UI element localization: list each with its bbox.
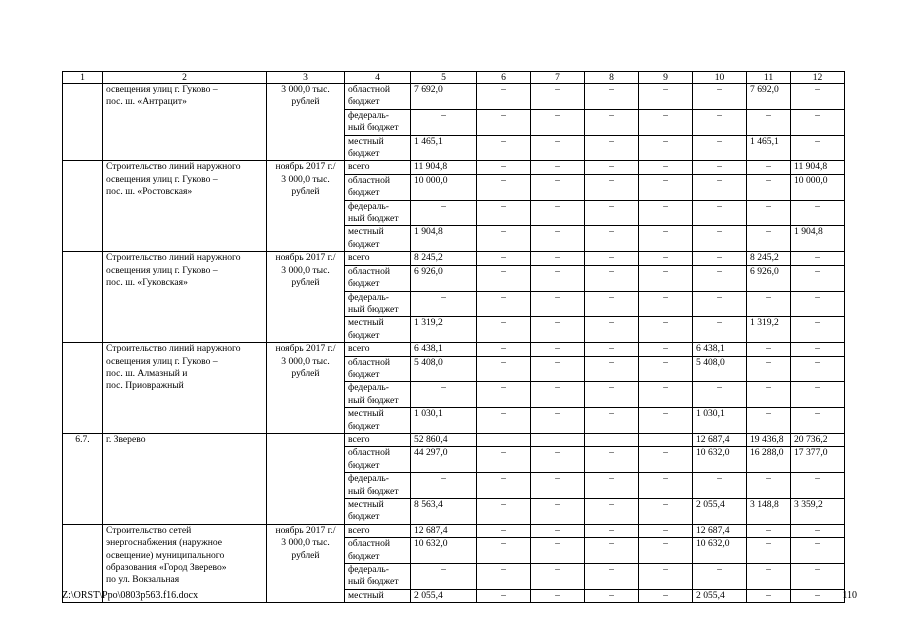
amount-cell: – bbox=[477, 252, 531, 265]
table-row bbox=[63, 84, 845, 110]
amount-cell: – bbox=[477, 161, 531, 174]
amount-cell: 8 245,2 bbox=[411, 252, 477, 265]
amount-cell: – bbox=[585, 564, 639, 590]
amount-cell: – bbox=[531, 265, 585, 291]
amount-cell: 1 904,8 bbox=[411, 226, 477, 252]
item-number-cell bbox=[63, 343, 103, 434]
table-row bbox=[63, 161, 845, 174]
amount-cell: – bbox=[639, 317, 693, 343]
amount-cell: – bbox=[747, 524, 791, 537]
item-number-cell: 6.7. bbox=[63, 433, 103, 524]
funding-source-cell: федераль- ный бюджет bbox=[345, 473, 411, 499]
amount-cell: – bbox=[477, 356, 531, 382]
amount-cell: – bbox=[791, 564, 845, 590]
funding-source-cell: всего bbox=[345, 252, 411, 265]
budget-table bbox=[62, 71, 845, 603]
amount-cell: 3 148,8 bbox=[747, 499, 791, 525]
amount-cell: – bbox=[747, 161, 791, 174]
amount-cell: – bbox=[639, 356, 693, 382]
amount-cell: – bbox=[639, 84, 693, 110]
amount-cell: – bbox=[791, 473, 845, 499]
funding-source-cell: областной бюджет bbox=[345, 174, 411, 200]
deadline-capacity-cell bbox=[267, 433, 345, 524]
header-cell: 8 bbox=[585, 72, 639, 84]
amount-cell: – bbox=[531, 252, 585, 265]
amount-cell: – bbox=[585, 161, 639, 174]
header-cell: 4 bbox=[345, 72, 411, 84]
amount-cell: – bbox=[693, 564, 747, 590]
amount-cell: 7 692,0 bbox=[747, 84, 791, 110]
amount-cell: 10 000,0 bbox=[411, 174, 477, 200]
amount-cell: 1 319,2 bbox=[411, 317, 477, 343]
amount-cell: – bbox=[531, 291, 585, 317]
amount-cell: 1 904,8 bbox=[791, 226, 845, 252]
amount-cell: 12 687,4 bbox=[693, 433, 747, 446]
amount-cell: – bbox=[639, 174, 693, 200]
item-name-cell: Строительство линий наружного освещения улиц г. Гуково – пос. ш. Алмазный и пос. Приовражный bbox=[103, 343, 267, 434]
amount-cell: – bbox=[477, 524, 531, 537]
deadline-capacity-cell: ноябрь 2017 г./ 3 000,0 тыс. рублей bbox=[267, 524, 345, 602]
amount-cell: – bbox=[585, 200, 639, 226]
amount-cell: – bbox=[531, 356, 585, 382]
header-cell: 11 bbox=[747, 72, 791, 84]
amount-cell: – bbox=[585, 265, 639, 291]
amount-cell: – bbox=[791, 317, 845, 343]
amount-cell: – bbox=[585, 84, 639, 110]
amount-cell: – bbox=[477, 291, 531, 317]
amount-cell: 6 926,0 bbox=[411, 265, 477, 291]
amount-cell: – bbox=[791, 343, 845, 356]
amount-cell: – bbox=[639, 473, 693, 499]
amount-cell: – bbox=[791, 524, 845, 537]
amount-cell: 1 465,1 bbox=[411, 135, 477, 161]
amount-cell: – bbox=[585, 174, 639, 200]
amount-cell: – bbox=[531, 382, 585, 408]
funding-source-cell: местный бюджет bbox=[345, 317, 411, 343]
header-cell: 1 bbox=[63, 72, 103, 84]
amount-cell: – bbox=[477, 226, 531, 252]
amount-cell: – bbox=[693, 265, 747, 291]
amount-cell: – bbox=[531, 200, 585, 226]
amount-cell: – bbox=[747, 408, 791, 434]
amount-cell: – bbox=[531, 408, 585, 434]
header-cell: 6 bbox=[477, 72, 531, 84]
funding-source-cell: областной бюджет bbox=[345, 84, 411, 110]
amount-cell: – bbox=[531, 317, 585, 343]
item-number-cell bbox=[63, 161, 103, 252]
amount-cell: – bbox=[639, 291, 693, 317]
amount-cell: 3 359,2 bbox=[791, 499, 845, 525]
amount-cell: – bbox=[585, 252, 639, 265]
amount-cell: – bbox=[411, 200, 477, 226]
item-name-cell: Строительство сетей энергоснабжения (наружное освещение) муниципального образования «Город Зверево» по ул. Вокзальная bbox=[103, 524, 267, 602]
amount-cell: – bbox=[639, 382, 693, 408]
amount-cell: – bbox=[585, 135, 639, 161]
amount-cell: – bbox=[747, 343, 791, 356]
amount-cell: – bbox=[791, 200, 845, 226]
amount-cell: – bbox=[747, 564, 791, 590]
amount-cell: – bbox=[531, 161, 585, 174]
header-cell: 9 bbox=[639, 72, 693, 84]
amount-cell: – bbox=[411, 291, 477, 317]
amount-cell: 16 288,0 bbox=[747, 447, 791, 473]
amount-cell: 1 030,1 bbox=[411, 408, 477, 434]
amount-cell: 5 408,0 bbox=[411, 356, 477, 382]
funding-source-cell: федераль- ный бюджет bbox=[345, 291, 411, 317]
amount-cell: – bbox=[411, 473, 477, 499]
table-row bbox=[63, 524, 845, 537]
amount-cell: 6 438,1 bbox=[693, 343, 747, 356]
funding-source-cell: федераль- ный бюджет bbox=[345, 382, 411, 408]
amount-cell: – bbox=[477, 135, 531, 161]
amount-cell: – bbox=[531, 135, 585, 161]
footer-file-path: Z:\ORST\Ppo\0803p563.f16.docx bbox=[62, 590, 199, 601]
amount-cell: – bbox=[477, 174, 531, 200]
amount-cell: – bbox=[747, 291, 791, 317]
item-name-cell: г. Зверево bbox=[103, 433, 267, 524]
amount-cell: – bbox=[693, 252, 747, 265]
amount-cell: 8 563,4 bbox=[411, 499, 477, 525]
footer-page-number: 110 bbox=[842, 590, 857, 601]
amount-cell: – bbox=[791, 356, 845, 382]
amount-cell: – bbox=[531, 524, 585, 537]
amount-cell: 10 632,0 bbox=[693, 538, 747, 564]
amount-cell: 1 030,1 bbox=[693, 408, 747, 434]
amount-cell: – bbox=[477, 589, 531, 602]
funding-source-cell: всего bbox=[345, 433, 411, 446]
amount-cell: – bbox=[639, 109, 693, 135]
header-cell: 10 bbox=[693, 72, 747, 84]
amount-cell: – bbox=[791, 589, 845, 602]
amount-cell: 5 408,0 bbox=[693, 356, 747, 382]
amount-cell: 10 000,0 bbox=[791, 174, 845, 200]
amount-cell: – bbox=[531, 109, 585, 135]
amount-cell: – bbox=[639, 252, 693, 265]
amount-cell: – bbox=[477, 447, 531, 473]
amount-cell: – bbox=[477, 265, 531, 291]
amount-cell: – bbox=[747, 538, 791, 564]
amount-cell: – bbox=[531, 343, 585, 356]
table-row bbox=[63, 433, 845, 446]
amount-cell: – bbox=[791, 135, 845, 161]
funding-source-cell: областной бюджет bbox=[345, 538, 411, 564]
amount-cell: – bbox=[477, 84, 531, 110]
amount-cell: – bbox=[747, 200, 791, 226]
amount-cell: 2 055,4 bbox=[411, 589, 477, 602]
amount-cell: – bbox=[693, 174, 747, 200]
item-name-cell: Строительство линий наружного освещения улиц г. Гуково – пос. ш. «Ростовская» bbox=[103, 161, 267, 252]
funding-source-cell: местный bbox=[345, 589, 411, 602]
table-row bbox=[63, 252, 845, 265]
amount-cell: 7 692,0 bbox=[411, 84, 477, 110]
table-row bbox=[63, 343, 845, 356]
amount-cell: 44 297,0 bbox=[411, 447, 477, 473]
amount-cell: 1 465,1 bbox=[747, 135, 791, 161]
header-cell: 2 bbox=[103, 72, 267, 84]
amount-cell bbox=[639, 433, 693, 446]
amount-cell: – bbox=[693, 382, 747, 408]
amount-cell: 10 632,0 bbox=[411, 538, 477, 564]
amount-cell: – bbox=[531, 447, 585, 473]
amount-cell: – bbox=[585, 589, 639, 602]
item-name-cell: Строительство линий наружного освещения улиц г. Гуково – пос. ш. «Гуковская» bbox=[103, 252, 267, 343]
amount-cell: – bbox=[639, 589, 693, 602]
amount-cell: 2 055,4 bbox=[693, 589, 747, 602]
funding-source-cell: местный бюджет bbox=[345, 226, 411, 252]
amount-cell: – bbox=[477, 109, 531, 135]
amount-cell: 11 904,8 bbox=[411, 161, 477, 174]
funding-source-cell: местный бюджет bbox=[345, 135, 411, 161]
amount-cell: – bbox=[585, 524, 639, 537]
amount-cell: – bbox=[411, 382, 477, 408]
amount-cell: 1 319,2 bbox=[747, 317, 791, 343]
amount-cell: – bbox=[477, 538, 531, 564]
amount-cell: – bbox=[693, 226, 747, 252]
amount-cell: – bbox=[693, 135, 747, 161]
amount-cell: – bbox=[531, 538, 585, 564]
amount-cell: 8 245,2 bbox=[747, 252, 791, 265]
amount-cell: 6 438,1 bbox=[411, 343, 477, 356]
amount-cell: – bbox=[585, 356, 639, 382]
amount-cell: – bbox=[639, 161, 693, 174]
amount-cell: 11 904,8 bbox=[791, 161, 845, 174]
amount-cell: – bbox=[531, 589, 585, 602]
header-cell: 7 bbox=[531, 72, 585, 84]
funding-source-cell: федераль- ный бюджет bbox=[345, 564, 411, 590]
amount-cell: – bbox=[411, 564, 477, 590]
amount-cell: – bbox=[585, 382, 639, 408]
amount-cell: – bbox=[585, 343, 639, 356]
deadline-capacity-cell: ноябрь 2017 г./ 3 000,0 тыс. рублей bbox=[267, 161, 345, 252]
amount-cell: – bbox=[531, 226, 585, 252]
amount-cell: – bbox=[747, 356, 791, 382]
amount-cell: 17 377,0 bbox=[791, 447, 845, 473]
amount-cell: – bbox=[585, 408, 639, 434]
amount-cell: – bbox=[477, 317, 531, 343]
amount-cell: – bbox=[585, 226, 639, 252]
amount-cell: – bbox=[531, 84, 585, 110]
amount-cell: – bbox=[639, 265, 693, 291]
amount-cell: – bbox=[791, 382, 845, 408]
amount-cell: – bbox=[693, 109, 747, 135]
amount-cell: – bbox=[585, 447, 639, 473]
amount-cell: – bbox=[585, 473, 639, 499]
amount-cell: – bbox=[477, 473, 531, 499]
amount-cell: 20 736,2 bbox=[791, 433, 845, 446]
amount-cell: – bbox=[477, 343, 531, 356]
amount-cell: – bbox=[639, 499, 693, 525]
amount-cell: 52 860,4 bbox=[411, 433, 477, 446]
amount-cell: – bbox=[585, 291, 639, 317]
amount-cell: – bbox=[585, 499, 639, 525]
amount-cell: – bbox=[639, 564, 693, 590]
funding-source-cell: федераль- ный бюджет bbox=[345, 109, 411, 135]
amount-cell: – bbox=[747, 226, 791, 252]
amount-cell: – bbox=[477, 200, 531, 226]
amount-cell: – bbox=[693, 161, 747, 174]
amount-cell: 2 055,4 bbox=[693, 499, 747, 525]
amount-cell: – bbox=[531, 473, 585, 499]
amount-cell: – bbox=[411, 109, 477, 135]
funding-source-cell: областной бюджет bbox=[345, 265, 411, 291]
amount-cell: – bbox=[791, 538, 845, 564]
amount-cell: – bbox=[693, 317, 747, 343]
amount-cell: – bbox=[791, 408, 845, 434]
deadline-capacity-cell: ноябрь 2017 г./ 3 000,0 тыс. рублей bbox=[267, 252, 345, 343]
amount-cell: 12 687,4 bbox=[693, 524, 747, 537]
amount-cell: 6 926,0 bbox=[747, 265, 791, 291]
amount-cell bbox=[531, 433, 585, 446]
amount-cell: – bbox=[791, 291, 845, 317]
amount-cell: – bbox=[747, 589, 791, 602]
amount-cell: – bbox=[639, 538, 693, 564]
amount-cell: – bbox=[477, 382, 531, 408]
amount-cell: – bbox=[747, 473, 791, 499]
header-row bbox=[63, 72, 845, 84]
funding-source-cell: областной бюджет bbox=[345, 356, 411, 382]
deadline-capacity-cell: ноябрь 2017 г./ 3 000,0 тыс. рублей bbox=[267, 343, 345, 434]
amount-cell: – bbox=[747, 382, 791, 408]
amount-cell: – bbox=[791, 109, 845, 135]
amount-cell: – bbox=[639, 200, 693, 226]
funding-source-cell: всего bbox=[345, 524, 411, 537]
item-name-cell: освещения улиц г. Гуково – пос. ш. «Антрацит» bbox=[103, 84, 267, 161]
funding-source-cell: всего bbox=[345, 343, 411, 356]
amount-cell bbox=[585, 433, 639, 446]
item-number-cell bbox=[63, 84, 103, 161]
amount-cell: – bbox=[747, 109, 791, 135]
item-number-cell bbox=[63, 252, 103, 343]
amount-cell: – bbox=[693, 84, 747, 110]
amount-cell: 19 436,8 bbox=[747, 433, 791, 446]
amount-cell: – bbox=[693, 473, 747, 499]
amount-cell: – bbox=[531, 499, 585, 525]
amount-cell: – bbox=[639, 408, 693, 434]
amount-cell: – bbox=[585, 109, 639, 135]
amount-cell: – bbox=[639, 447, 693, 473]
amount-cell: – bbox=[791, 84, 845, 110]
amount-cell: 10 632,0 bbox=[693, 447, 747, 473]
funding-source-cell: федераль- ный бюджет bbox=[345, 200, 411, 226]
amount-cell: – bbox=[747, 174, 791, 200]
amount-cell: – bbox=[477, 564, 531, 590]
funding-source-cell: областной бюджет bbox=[345, 447, 411, 473]
amount-cell bbox=[477, 433, 531, 446]
funding-source-cell: местный бюджет bbox=[345, 408, 411, 434]
amount-cell: – bbox=[477, 408, 531, 434]
amount-cell: – bbox=[477, 499, 531, 525]
deadline-capacity-cell: 3 000,0 тыс. рублей bbox=[267, 84, 345, 161]
funding-source-cell: всего bbox=[345, 161, 411, 174]
header-cell: 3 bbox=[267, 72, 345, 84]
amount-cell: – bbox=[693, 200, 747, 226]
amount-cell: 12 687,4 bbox=[411, 524, 477, 537]
header-cell: 12 bbox=[791, 72, 845, 84]
amount-cell: – bbox=[639, 226, 693, 252]
amount-cell: – bbox=[531, 564, 585, 590]
amount-cell: – bbox=[791, 252, 845, 265]
amount-cell: – bbox=[693, 291, 747, 317]
amount-cell: – bbox=[639, 343, 693, 356]
amount-cell: – bbox=[791, 265, 845, 291]
funding-source-cell: местный бюджет bbox=[345, 499, 411, 525]
amount-cell: – bbox=[585, 317, 639, 343]
amount-cell: – bbox=[639, 524, 693, 537]
header-cell: 5 bbox=[411, 72, 477, 84]
amount-cell: – bbox=[531, 174, 585, 200]
amount-cell: – bbox=[585, 538, 639, 564]
amount-cell: – bbox=[639, 135, 693, 161]
